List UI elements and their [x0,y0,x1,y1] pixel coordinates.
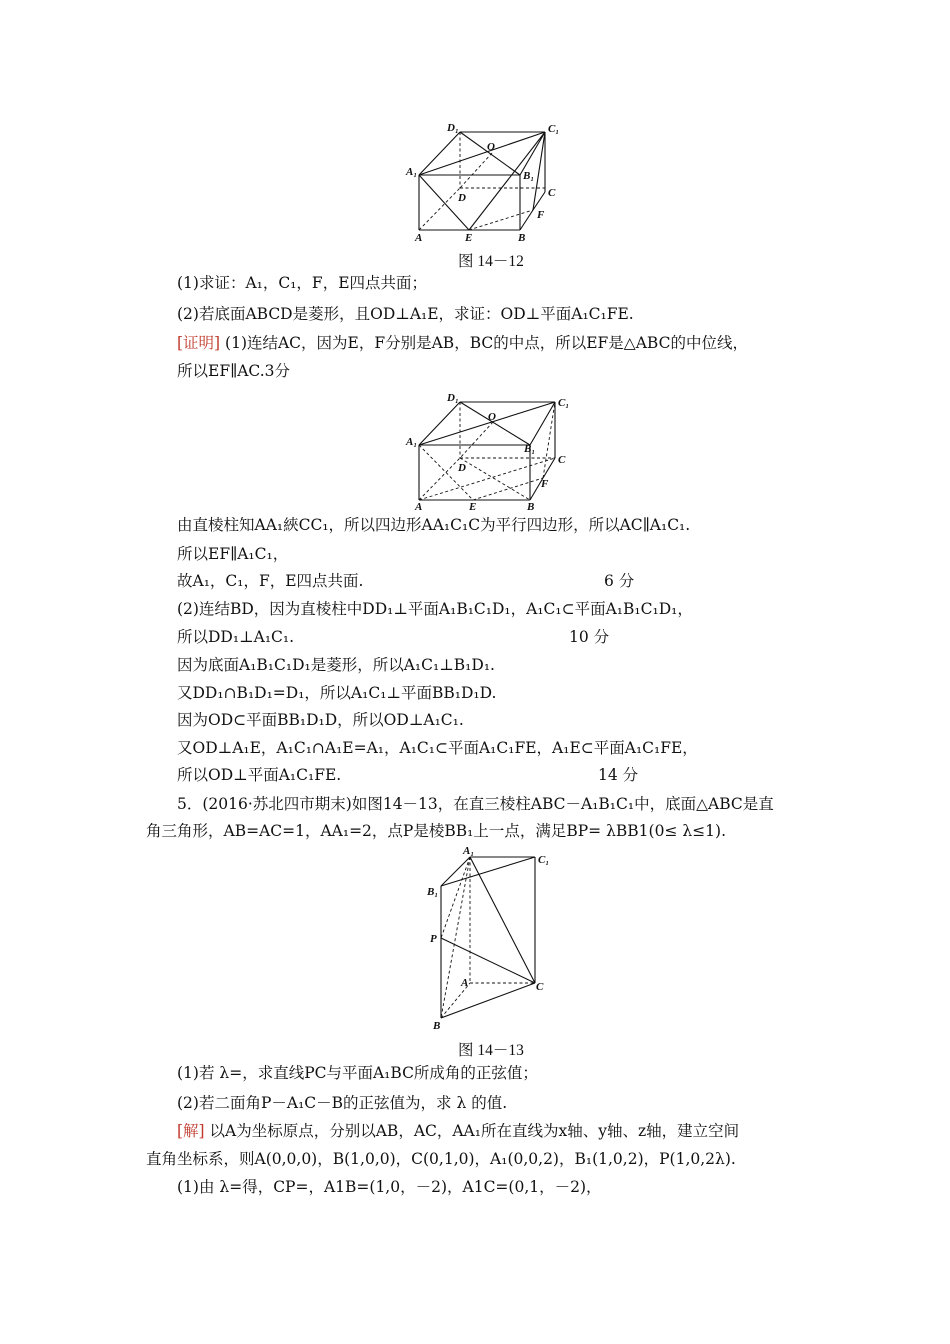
sub-question-2: (2)若二面角P－A₁C－B的正弦值为，求 λ 的值. [177,1094,508,1112]
label-A1: A₁ [406,166,418,178]
label-A: A [415,232,423,244]
label-C1: C₁ [558,397,570,409]
label-P: P [430,933,437,945]
label-A: A [461,977,469,989]
question-2: (2)若底面ABCD是菱形，且OD⊥A₁E，求证：OD⊥平面A₁C₁FE. [177,305,634,323]
solution-line-2: 直角坐标系，则A(0,0,0)，B(1,0,0)，C(0,1,0)，A₁(0,0,2)，B₁(1,0,2)，P(1,0,2λ). [146,1150,736,1168]
solution-line-1 [177,1121,739,1141]
proof-line-12: 所以OD⊥平面A₁C₁FE. [177,766,342,784]
label-D: D [458,192,466,204]
label-B1: B₁ [427,886,439,898]
proof-line-9: 又DD₁∩B₁D₁=D₁，所以A₁C₁⊥平面BB₁D₁D. [177,684,497,702]
label-A1: A₁ [406,436,418,448]
label-F: F [537,209,545,221]
question-5-line-1: 5．(2016·苏北四市期末)如图14－13，在直三棱柱ABC－A₁B₁C₁中，底面△ABC是直 [177,795,774,813]
solution-text-1: 以A为坐标原点，分别以AB，AC，AA₁所在直线为x轴、y轴、z轴，建立空间 [204,1122,740,1140]
score-6: 6 分 [604,572,635,590]
figure-caption-14-12: 图 14－12 [458,253,524,270]
label-O: O [488,411,496,423]
label-D1: D₁ [447,122,459,134]
proof-line-6: (2)连结BD，因为直棱柱中DD₁⊥平面A₁B₁C₁D₁，A₁C₁⊂平面A₁B₁C₁D₁， [177,600,693,618]
proof-line-2: 所以EF∥AC.3分 [177,362,291,380]
label-C: C [558,454,566,466]
prism-diagram-3 [425,843,555,1033]
label-C: C [548,187,556,199]
label-E: E [469,501,477,513]
proof-text-1: (1)连结AC，因为E，F分别是AB，BC的中点，所以EF是△ABC的中位线， [220,334,748,352]
proof-tag: [证明] [177,334,221,352]
proof-line-7: 所以DD₁⊥A₁C₁. [177,628,295,646]
label-B: B [527,501,535,513]
label-C1: C₁ [538,854,550,866]
label-B: B [433,1020,441,1032]
label-D: D [458,462,466,474]
figure-14-13 [425,843,555,1033]
question-5-line-2: 角三角形，AB=AC=1，AA₁=2，点P是棱BB₁上一点，满足BP= λBB1(0≤ λ≤1). [146,822,727,840]
proof-line-1 [177,333,748,353]
figure-14-12 [405,120,595,245]
proof-line-3: 由直棱柱知AA₁綊CC₁，所以四边形AA₁C₁C为平行四边形，所以AC∥A₁C₁. [177,516,691,534]
label-C: C [536,981,544,993]
label-C1: C₁ [548,123,560,135]
label-A1: A₁ [463,845,475,857]
label-O: O [487,141,495,153]
proof-line-10: 因为OD⊂平面BB₁D₁D，所以OD⊥A₁C₁. [177,711,464,729]
sub-question-1: (1)若 λ=，求直线PC与平面A₁BC所成角的正弦值； [177,1064,538,1082]
label-E: E [465,232,473,244]
label-A: A [415,501,423,513]
score-10: 10 分 [569,628,610,646]
label-B1: B₁ [523,170,535,182]
prism-diagram-2 [405,390,595,515]
proof-line-8: 因为底面A₁B₁C₁D₁是菱形，所以A₁C₁⊥B₁D₁. [177,656,495,674]
label-B: B [518,232,526,244]
score-14: 14 分 [598,766,639,784]
figure-caption-14-13: 图 14－13 [458,1042,524,1059]
proof-line-4: 所以EF∥A₁C₁， [177,545,289,563]
prism-diagram-1 [405,120,595,245]
solution-tag: [解] [177,1122,205,1140]
question-1: (1)求证：A₁，C₁，F，E四点共面； [177,274,428,292]
solution-line-3: (1)由 λ=得，CP=，A1B=(1,0，－2)，A1C=(0,1，－2)， [177,1178,602,1196]
label-D1: D₁ [447,392,459,404]
label-B1: B₁ [524,443,536,455]
proof-line-5: 故A₁，C₁，F，E四点共面. [177,572,364,590]
proof-line-11: 又OD⊥A₁E，A₁C₁∩A₁E=A₁，A₁C₁⊂平面A₁C₁FE，A₁E⊂平面A₁C₁FE， [177,739,698,757]
label-F: F [541,478,549,490]
figure-prism-2 [405,390,595,515]
